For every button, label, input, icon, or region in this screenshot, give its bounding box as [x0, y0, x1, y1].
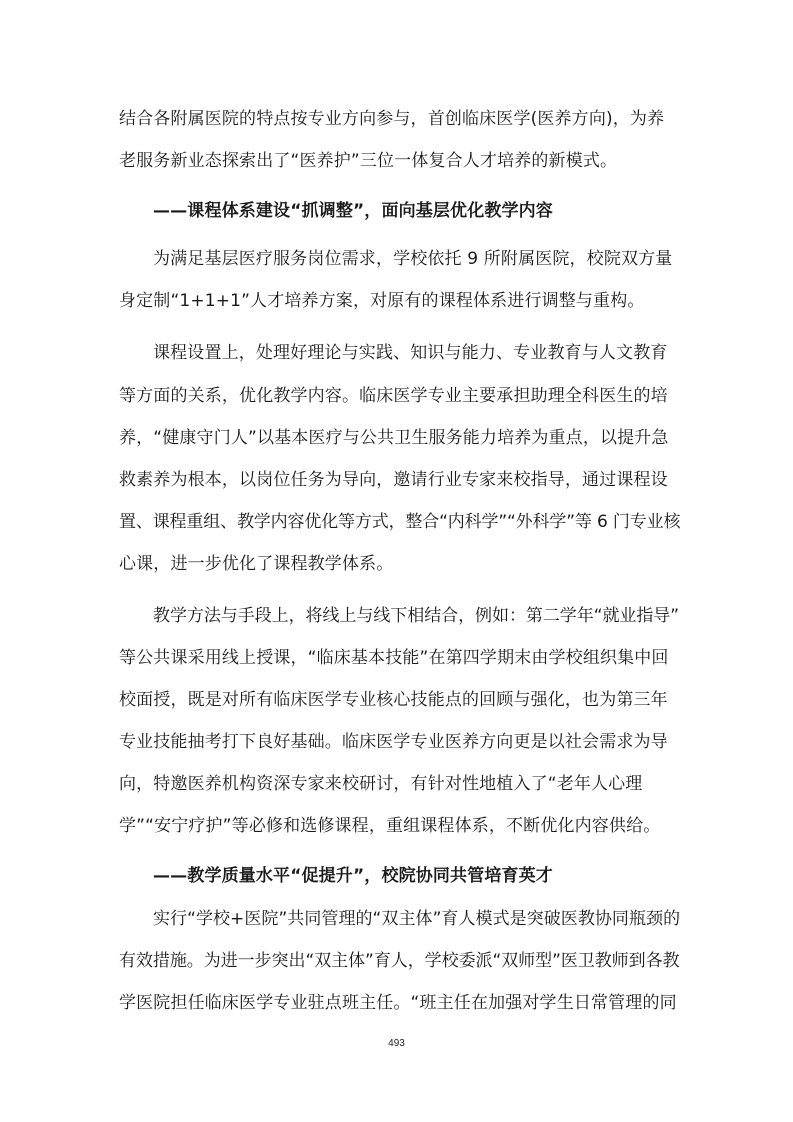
body-text-line: 置、课程重组、教学内容优化等方式，整合“内科学”“外科学”等 6 门专业核 [119, 512, 681, 532]
body-text-line: 学”“安宁疗护”等必修和选修课程，重组课程体系，不断优化内容供给。 [119, 816, 661, 836]
body-text-line: 教学方法与手段上，将线上与线下相结合，例如：第二学年“就业指导” [153, 606, 680, 626]
section-heading: ——教学质量水平“促提升”，校院协同共管培育英才 [153, 866, 553, 886]
body-text-line: 心课，进一步优化了课程教学体系。 [119, 554, 394, 574]
body-text-line: 学医院担任临床医学专业驻点班主任。“班主任在加强对学生日常管理的同 [119, 993, 677, 1013]
body-text-line: 等方面的关系，优化教学内容。临床医学专业主要承担助理全科医生的培 [119, 386, 668, 406]
body-text-line: 有效措施。为进一步突出“双主体”育人，学校委派“双师型”医卫教师到各教 [119, 951, 680, 971]
body-text-line: 身定制“1+1+1”人才培养方案，对原有的课程体系进行调整与重构。 [119, 291, 645, 311]
body-text-line: 校面授，既是对所有临床医学专业核心技能点的回顾与强化，也为第三年 [119, 690, 668, 710]
section-heading: ——课程体系建设“抓调整”，面向基层优化教学内容 [153, 201, 553, 221]
page-number: 493 [388, 1038, 405, 1049]
body-text-line: 专业技能抽考打下良好基础。临床医学专业医养方向更是以社会需求为导 [119, 732, 668, 752]
body-text-line: 老服务新业态探索出了“医养护”三位一体复合人才培养的新模式。 [119, 151, 618, 171]
body-text-line: 结合各附属医院的特点按专业方向参与，首创临床医学(医养方向)，为养 [119, 109, 665, 129]
body-text-line: 向，特邀医养机构资深专家来校研讨，有针对性地植入了“老年人心理 [119, 774, 643, 794]
body-text-line: 救素养为根本，以岗位任务为导向，邀请行业专家来校指导，通过课程设 [119, 470, 668, 490]
body-text-line: 等公共课采用线上授课，“临床基本技能”在第四学期末由学校组织集中回 [119, 648, 669, 668]
body-text-line: 为满足基层医疗服务岗位需求，学校依托 9 所附属医院，校院双方量 [153, 249, 673, 269]
body-text-line: 课程设置上，处理好理论与实践、知识与能力、专业教育与人文教育 [153, 343, 668, 363]
body-text-line: 实行“学校+医院”共同管理的“双主体”育人模式是突破医教协同瓶颈的 [153, 909, 681, 929]
body-text-line: 养，“健康守门人”以基本医疗与公共卫生服务能力培养为重点，以提升急 [119, 428, 669, 448]
